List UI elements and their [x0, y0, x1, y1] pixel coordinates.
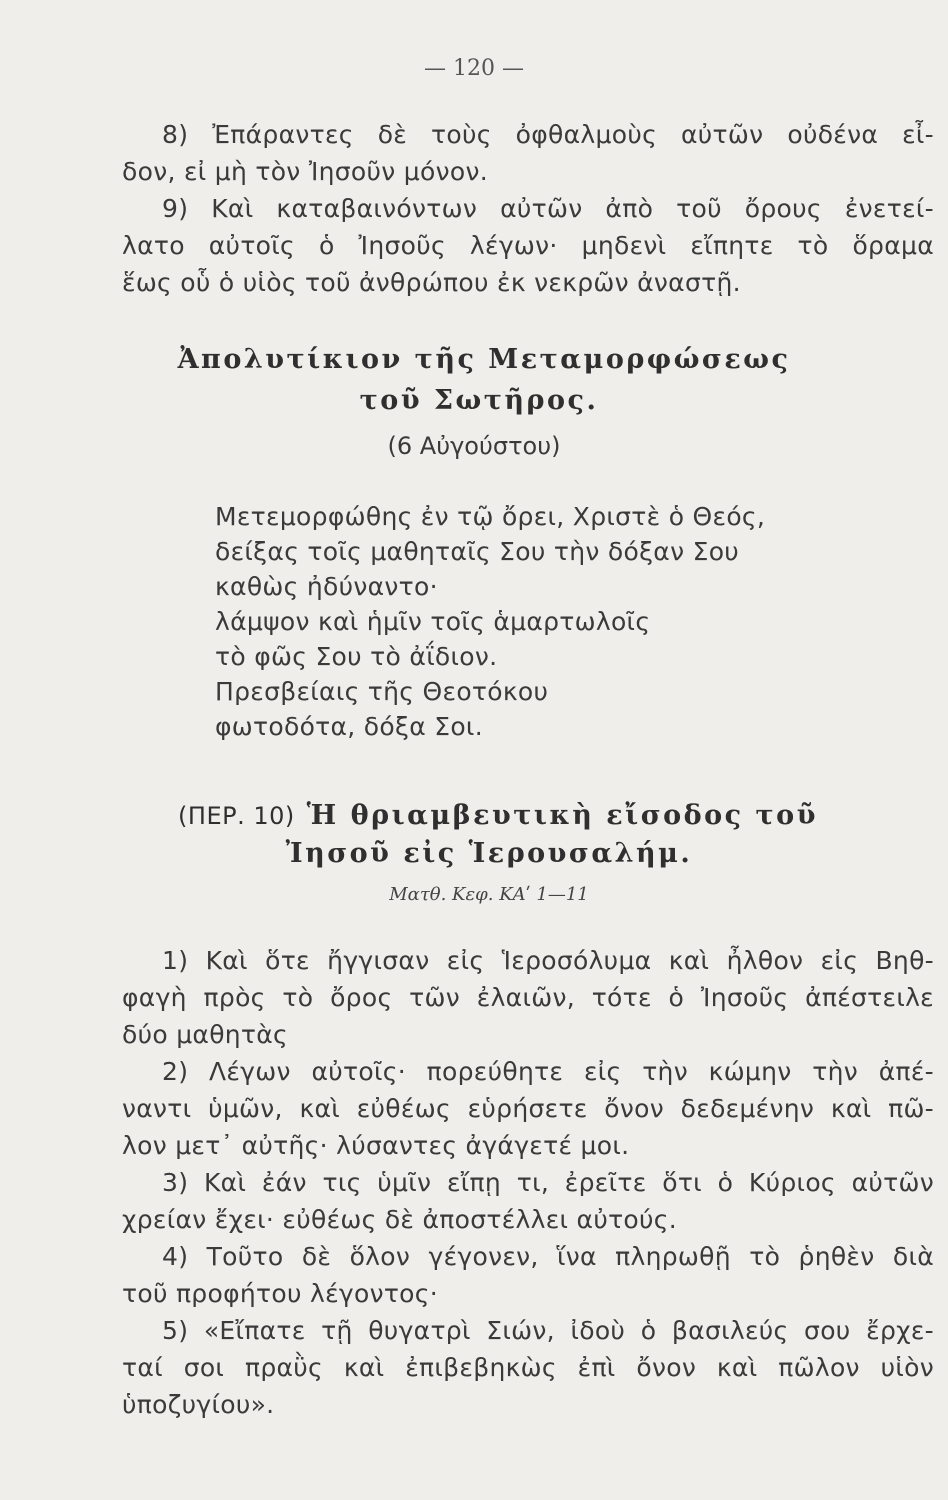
verse-line: χρείαν ἔχει· εὐθέως δὲ ἀποστέλλει αὐτούς.: [122, 1205, 678, 1234]
verse-line: φαγὴ πρὸς τὸ ὄρος τῶν ἐλαιῶν, τότε ὁ Ἰησοῦς ἀπέστειλε: [122, 983, 934, 1012]
verse-line: 5) «Εἴπατε τῇ θυγατρὶ Σιών, ἰδοὺ ὁ βασιλεύς σου ἔρχε-: [162, 1316, 934, 1345]
apolytikion-date: (6 Αὐγούστου): [387, 432, 561, 460]
hymn-line: Πρεσβείαις τῆς Θεοτόκου: [215, 677, 549, 706]
apolytikion-title-line2: τοῦ Σωτῆρος.: [359, 385, 599, 416]
verse-line: 3) Καὶ ἐάν τις ὑμῖν εἴπῃ τι, ἐρεῖτε ὅτι ὁ Κύριος αὐτῶν: [162, 1168, 934, 1197]
hymn-line: τὸ φῶς Σου τὸ ἀΐδιον.: [215, 642, 498, 671]
pericope-title: [0, 800, 948, 831]
verse-line: ταί σοι πραῢς καὶ ἐπιβεβηκὼς ἐπὶ ὄνον καὶ πῶλον υἱὸν: [122, 1353, 934, 1382]
hymn-line: λάμψον καὶ ἡμῖν τοῖς ἁμαρτωλοῖς: [215, 607, 651, 636]
verse-line: 9) Καὶ καταβαινόντων αὐτῶν ἀπὸ τοῦ ὄρους ἐνετεί-: [162, 194, 934, 223]
verse-line: λον μετ᾽ αὐτῆς· λύσαντες ἀγάγετέ μοι.: [122, 1131, 630, 1160]
verse-line: 4) Τοῦτο δὲ ὅλον γέγονεν, ἵνα πληρωθῇ τὸ ῥηθὲν διὰ: [162, 1242, 934, 1271]
verse-line: δον, εἰ μὴ τὸν Ἰησοῦν μόνον.: [122, 157, 488, 186]
verse-line: λατο αὐτοῖς ὁ Ἰησοῦς λέγων· μηδενὶ εἴπητε τὸ ὅραμα: [122, 231, 934, 260]
verse-line: ἕως οὗ ὁ υἱὸς τοῦ ἀνθρώπου ἐκ νεκρῶν ἀναστῇ.: [122, 268, 741, 297]
hymn-line: Μετεμορφώθης ἐν τῷ ὄρει, Χριστὲ ὁ Θεός,: [215, 502, 766, 531]
pericope-title-text: Ἡ θριαμβευτικὴ εἴσοδος τοῦ: [306, 800, 818, 831]
verse-line: ὑποζυγίου».: [122, 1390, 275, 1419]
hymn-line: δείξας τοῖς μαθηταῖς Σου τὴν δόξαν Σου: [215, 537, 740, 566]
page-number: — 120 —: [424, 56, 524, 81]
pericope-title-line2: Ἰησοῦ εἰς Ἱερουσαλήμ.: [285, 838, 693, 869]
pericope-label: (ΠΕΡ. 10): [178, 802, 295, 830]
verse-line: 2) Λέγων αὐτοῖς· πορεύθητε εἰς τὴν κώμην τὴν ἀπέ-: [162, 1057, 934, 1086]
apolytikion-title: Ἀπολυτίκιον τῆς Μεταμορφώσεως: [177, 344, 791, 375]
verse-line: 8) Ἐπάραντες δὲ τοὺς ὀφθαλμοὺς αὐτῶν οὐδένα εἶ-: [162, 120, 934, 149]
scripture-reference: Ματθ. Κεφ. ΚΑʹ 1—11: [389, 884, 589, 905]
verse-line: 1) Καὶ ὅτε ἤγγισαν εἰς Ἱεροσόλυμα καὶ ἦλθον εἰς Βηθ-: [162, 946, 934, 975]
verse-line: δύο μαθητὰς: [122, 1020, 289, 1049]
verse-line: ναντι ὑμῶν, καὶ εὐθέως εὑρήσετε ὄνον δεδεμένην καὶ πῶ-: [122, 1094, 934, 1123]
hymn-line: καθὼς ἠδύναντο·: [215, 572, 438, 601]
hymn-line: φωτοδότα, δόξα Σοι.: [215, 712, 483, 741]
verse-line: τοῦ προφήτου λέγοντος·: [122, 1279, 438, 1308]
